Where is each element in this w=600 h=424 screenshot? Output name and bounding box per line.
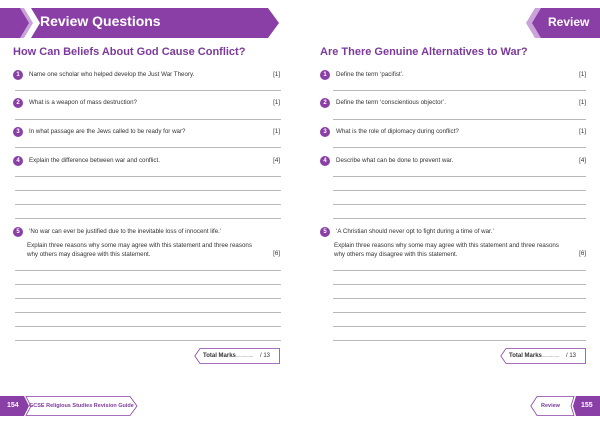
page-number: 155 [581,402,593,409]
total-marks-box [500,348,586,364]
total-marks-label: Total Marks [203,353,236,359]
question-mark: [6] [579,250,586,257]
answer-line [15,270,281,271]
answer-line [333,298,586,299]
question-number: 1 [320,70,330,80]
question-mark: [1] [579,71,586,78]
banner-title: Review [548,15,590,29]
review-banner [526,8,600,38]
question-number: 5 [320,227,330,237]
total-marks-dots: .................. [232,353,254,359]
answer-line [15,119,281,120]
question-text: Name one scholar who helped develop the Just War Theory. [29,71,195,78]
total-marks-box [194,348,280,364]
question-subtext: Explain three reasons why some may agree with this statement and three reasons why others may disagree with this statement. [334,242,559,258]
total-marks-value: / 13 [260,353,271,359]
banner-title: Review Questions [40,13,161,29]
review-questions-banner [0,8,280,38]
answer-line [333,284,586,285]
question-number: 4 [320,156,330,166]
total-marks-dots: .................. [538,353,560,359]
question-text: Describe what can be done to prevent war. [336,157,454,164]
question-text: ‘No war can ever be justified due to the inevitable loss of innocent life.’ [29,228,222,235]
question-5 [320,227,586,267]
answer-line [333,147,586,148]
answer-line [15,90,281,91]
answer-line [333,176,586,177]
question-number: 2 [320,98,330,108]
question-text: What is the role of diplomacy during conflict? [336,128,459,135]
question-mark: [1] [273,128,280,135]
right-page [300,0,600,424]
question-number: 4 [13,156,23,166]
page-number: 154 [7,402,19,409]
question-mark: [1] [273,99,280,106]
answer-line [333,270,586,271]
answer-line [333,204,586,205]
section-title: Are There Genuine Alternatives to War? [320,46,528,58]
question-number: 3 [13,127,23,137]
answer-line [15,298,281,299]
question-subtext: Explain three reasons why some may agree with this statement and three reasons why others may disagree with this statement. [27,242,252,258]
answer-line [333,326,586,327]
question-mark: [4] [273,157,280,164]
answer-line [333,312,586,313]
question-number: 2 [13,98,23,108]
answer-line [333,90,586,91]
total-marks-label: Total Marks [509,353,542,359]
question-text: What is a weapon of mass destruction? [29,99,137,106]
answer-line [15,340,281,341]
section-title: How Can Beliefs About God Cause Conflict? [13,46,246,58]
answer-line [15,218,281,219]
answer-line [15,284,281,285]
question-mark: [4] [579,157,586,164]
answer-line [15,204,281,205]
answer-line [15,312,281,313]
question-text: In what passage are the Jews called to be ready for war? [29,128,186,135]
footer [530,396,600,416]
answer-line [15,176,281,177]
answer-line [15,190,281,191]
question-5 [13,227,280,267]
question-number: 5 [13,227,23,237]
answer-line [333,218,586,219]
question-number: 3 [320,127,330,137]
question-mark: [1] [579,128,586,135]
question-mark: [1] [273,71,280,78]
footer-text: Review [541,403,560,409]
question-text: Define the term ‘conscientious objector’. [336,99,446,106]
total-marks-value: / 13 [566,353,577,359]
answer-line [15,326,281,327]
question-text: ‘A Christian should never opt to fight during a time of war.’ [336,228,494,235]
answer-line [333,340,586,341]
footer-text: GCSE Religious Studies Revision Guide [29,403,134,409]
answer-line [333,190,586,191]
answer-line [15,147,281,148]
question-mark: [6] [273,250,280,257]
footer [0,396,140,416]
question-text: Explain the difference between war and conflict. [29,157,160,164]
question-text: Define the term ‘pacifist’. [336,71,404,78]
answer-line [333,119,586,120]
question-number: 1 [13,70,23,80]
question-mark: [1] [579,99,586,106]
